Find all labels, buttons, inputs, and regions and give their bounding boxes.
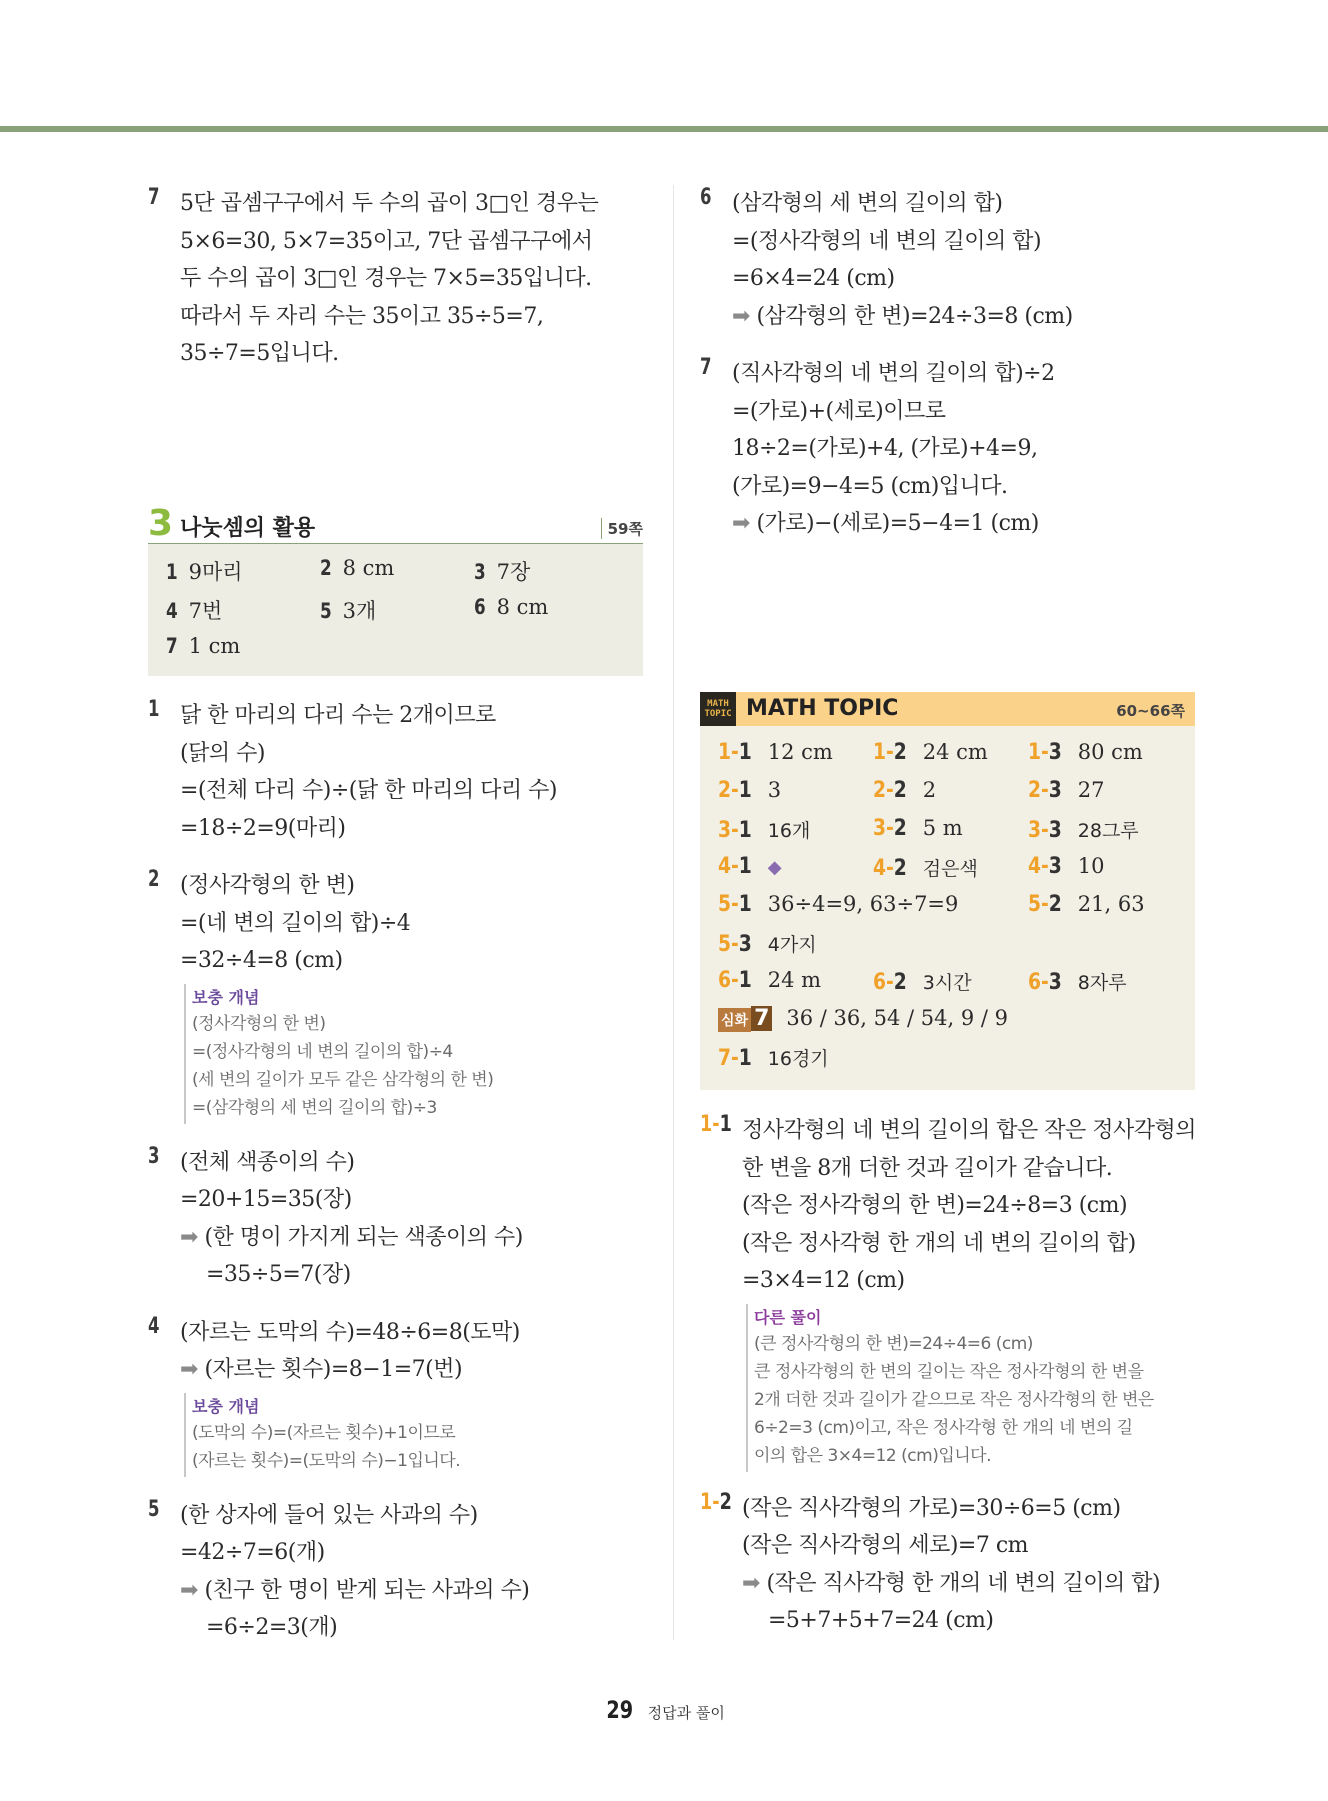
math-topic-answers (700, 726, 1195, 1090)
page-number: 29 (606, 1696, 634, 1724)
arrow-icon: ➡ (180, 1224, 198, 1250)
topic-answer: 2-3 27 (1028, 778, 1105, 803)
problem-number: 1 (148, 697, 160, 722)
section-page: 59쪽 (601, 518, 643, 539)
text-line: =6×4=24 (cm) (732, 266, 895, 291)
note-line: (정사각형의 한 변) (192, 1013, 326, 1034)
problem-number: 2 (148, 867, 160, 892)
deep-badge: 심화 (718, 1008, 751, 1032)
problem-number: 5 (148, 1496, 160, 1522)
note-line: (도막의 수)=(자르는 횟수)+1이므로 (192, 1422, 456, 1443)
alternative-solution-note (746, 1304, 1200, 1472)
note-line: (세 변의 길이가 모두 같은 삼각형의 한 변) (192, 1069, 494, 1090)
section-header (148, 505, 643, 544)
text-line: 18÷2=(가로)+4, (가로)+4=9, (732, 436, 1038, 461)
problem-7-right (700, 355, 1200, 543)
answer-item: 4 7번 (166, 599, 223, 623)
text-line: 5단 곱셈구구에서 두 수의 곱이 3□인 경우는 (180, 191, 599, 216)
text-line: 닭 한 마리의 다리 수는 2개이므로 (180, 703, 496, 728)
topic-answer: 2-1 3 (718, 778, 782, 803)
left-column-top (148, 185, 648, 393)
footer-label: 정답과 풀이 (647, 1704, 725, 1722)
note-line: (자르는 횟수)=(도막의 수)−1입니다. (192, 1450, 461, 1471)
math-topic-logo: MATH TOPIC (700, 692, 736, 726)
answer-item: 5 3개 (320, 599, 377, 623)
note-line: =(삼각형의 세 변의 길이의 합)÷3 (192, 1097, 437, 1118)
topic-answer: 1-2 24 cm (873, 740, 988, 765)
text-line: =(정사각형의 네 변의 길이의 합) (732, 228, 1042, 254)
answer-item: 3 7장 (474, 560, 531, 584)
text-line: (한 상자에 들어 있는 사과의 수) (180, 1502, 478, 1528)
text-line: (삼각형의 세 변의 길이의 합) (732, 191, 1003, 216)
math-topic-title: MATH TOPIC (746, 696, 899, 721)
supplement-note (184, 1393, 648, 1477)
text-line: 35÷7=5입니다. (180, 341, 339, 366)
solution-4 (148, 1314, 648, 1477)
arrow-icon: ➡ (742, 1570, 760, 1596)
text-line: ➡ (가로)−(세로)=5−4=1 (cm) (732, 511, 1039, 536)
text-line: =32÷4=8 (cm) (180, 948, 343, 973)
text-line: =(네 변의 길이의 합)÷4 (180, 910, 411, 936)
topic-answer: 6-3 8자루 (1028, 970, 1127, 995)
column-divider (673, 185, 674, 1640)
solution-5 (148, 1497, 648, 1647)
topic-answer: 6-1 24 m (718, 968, 822, 993)
page-footer (0, 1696, 1328, 1724)
note-line: 이의 합은 3×4=12 (cm)입니다. (754, 1445, 991, 1466)
text-line: 5×6=30, 5×7=35이고, 7단 곱셈구구에서 (180, 228, 593, 254)
top-rule (0, 126, 1328, 132)
solution-1-2 (700, 1490, 1200, 1640)
topic-answer: 2-2 2 (873, 778, 937, 803)
text-line: =(전체 다리 수)÷(닭 한 마리의 다리 수) (180, 778, 557, 803)
text-line: (작은 정사각형 한 개의 네 변의 길이의 합) (742, 1230, 1136, 1256)
note-title: 보충 개념 (192, 987, 260, 1007)
text-line: =18÷2=9(마리) (180, 815, 346, 841)
solution-3 (148, 1144, 648, 1294)
topic-answer: 4-1 ◆ (718, 854, 782, 879)
text-line: 한 변을 8개 더한 것과 길이가 같습니다. (742, 1155, 1113, 1181)
text-line: 따라서 두 자리 수는 35이고 35÷5=7, (180, 303, 544, 329)
diamond-icon: ◆ (767, 857, 782, 878)
answer-item: 6 8 cm (474, 595, 549, 619)
topic-answer: 5-1 36÷4=9, 63÷7=9 (718, 892, 959, 917)
text-line: (작은 정사각형의 한 변)=24÷8=3 (cm) (742, 1193, 1128, 1218)
text-line: (작은 직사각형의 세로)=7 cm (742, 1533, 1029, 1558)
problem-number: 3 (148, 1143, 160, 1169)
supplement-note (184, 984, 648, 1124)
note-line: 2개 더한 것과 길이가 같으므로 작은 정사각형의 한 변은 (754, 1389, 1154, 1410)
text-line: ➡ (작은 직사각형 한 개의 네 변의 길이의 합) (742, 1570, 1161, 1596)
text-line: =42÷7=6(개) (180, 1540, 325, 1565)
math-topic-header (700, 692, 1195, 726)
topic-answer-deep: 심화 7 36 / 36, 54 / 54, 9 / 9 (718, 1006, 1008, 1032)
arrow-icon: ➡ (732, 303, 750, 329)
topic-answer: 1-3 80 cm (1028, 740, 1143, 765)
topic-answer: 6-2 3시간 (873, 970, 972, 995)
problem-number: 6 (700, 185, 712, 210)
topic-answer: 3-3 28그루 (1028, 818, 1139, 843)
section-title: 나눗셈의 활용 (180, 516, 316, 541)
note-line: 큰 정사각형의 한 변의 길이는 작은 정사각형의 한 변을 (754, 1361, 1144, 1382)
text-line: (직사각형의 네 변의 길이의 합)÷2 (732, 361, 1055, 386)
answer-item: 2 8 cm (320, 556, 395, 580)
problem-number: 7 (148, 185, 160, 210)
arrow-icon: ➡ (180, 1577, 198, 1603)
note-title: 다른 풀이 (754, 1307, 822, 1327)
topic-answer: 3-1 16개 (718, 818, 811, 843)
answer-item: 7 1 cm (166, 634, 241, 658)
text-line: =6÷2=3(개) (206, 1615, 338, 1640)
problem-number: 4 (148, 1313, 160, 1339)
right-column-top (700, 185, 1200, 563)
text-line: (작은 직사각형의 가로)=30÷6=5 (cm) (742, 1495, 1121, 1521)
note-title: 보충 개념 (192, 1396, 260, 1416)
note-line: (큰 정사각형의 한 변)=24÷4=6 (cm) (754, 1333, 1033, 1354)
text-line: (정사각형의 한 변) (180, 873, 355, 898)
text-line: =20+15=35(장) (180, 1187, 352, 1212)
solution-1 (148, 697, 648, 847)
topic-answer: 3-2 5 m (873, 816, 963, 841)
text-line: (전체 색종이의 수) (180, 1149, 355, 1175)
text-line: 두 수의 곱이 3□인 경우는 7×5=35입니다. (180, 266, 592, 291)
topic-answer: 4-2 검은색 (873, 856, 978, 881)
text-line: ➡ (한 명이 가지게 되는 색종이의 수) (180, 1224, 523, 1250)
text-line: =5+7+5+7=24 (cm) (768, 1608, 994, 1633)
topic-answer: 5-2 21, 63 (1028, 892, 1145, 917)
text-line: (가로)=9−4=5 (cm)입니다. (732, 473, 1008, 499)
topic-answer: 7-1 16경기 (718, 1046, 829, 1071)
section-number: 3 (148, 503, 174, 544)
problem-6-right (700, 185, 1200, 335)
topic-answer: 1-1 12 cm (718, 740, 833, 765)
text-line: (닭의 수) (180, 740, 265, 766)
arrow-icon: ➡ (180, 1357, 198, 1382)
arrow-icon: ➡ (732, 511, 750, 536)
solution-2 (148, 867, 648, 1124)
text-line: (자르는 도막의 수)=48÷6=8(도막) (180, 1319, 520, 1345)
text-line: ➡ (자르는 횟수)=8−1=7(번) (180, 1357, 463, 1382)
note-line: 6÷2=3 (cm)이고, 작은 정사각형 한 개의 네 변의 길 (754, 1417, 1133, 1438)
text-line: =3×4=12 (cm) (742, 1268, 905, 1293)
problem-7-left (148, 185, 648, 373)
left-column-solutions (148, 697, 648, 1667)
text-line: =35÷5=7(장) (206, 1262, 351, 1287)
problem-number: 1-2 (700, 1489, 732, 1515)
solution-1-1 (700, 1112, 1200, 1472)
right-column-solutions (700, 1112, 1200, 1658)
text-line: ➡ (삼각형의 한 변)=24÷3=8 (cm) (732, 303, 1073, 329)
text-line: 정사각형의 네 변의 길이의 합은 작은 정사각형의 (742, 1118, 1197, 1143)
problem-number: 1-1 (700, 1112, 732, 1137)
problem-number: 7 (700, 355, 712, 380)
answer-box (148, 544, 643, 676)
math-topic-page: 60~66쪽 (1116, 702, 1185, 720)
topic-answer: 5-3 4가지 (718, 932, 817, 957)
text-line: =(가로)+(세로)이므로 (732, 398, 946, 424)
answer-item: 1 9마리 (166, 560, 243, 584)
text-line: ➡ (친구 한 명이 받게 되는 사과의 수) (180, 1577, 530, 1603)
topic-answer: 4-3 10 (1028, 854, 1105, 879)
note-line: =(정사각형의 네 변의 길이의 합)÷4 (192, 1041, 453, 1062)
